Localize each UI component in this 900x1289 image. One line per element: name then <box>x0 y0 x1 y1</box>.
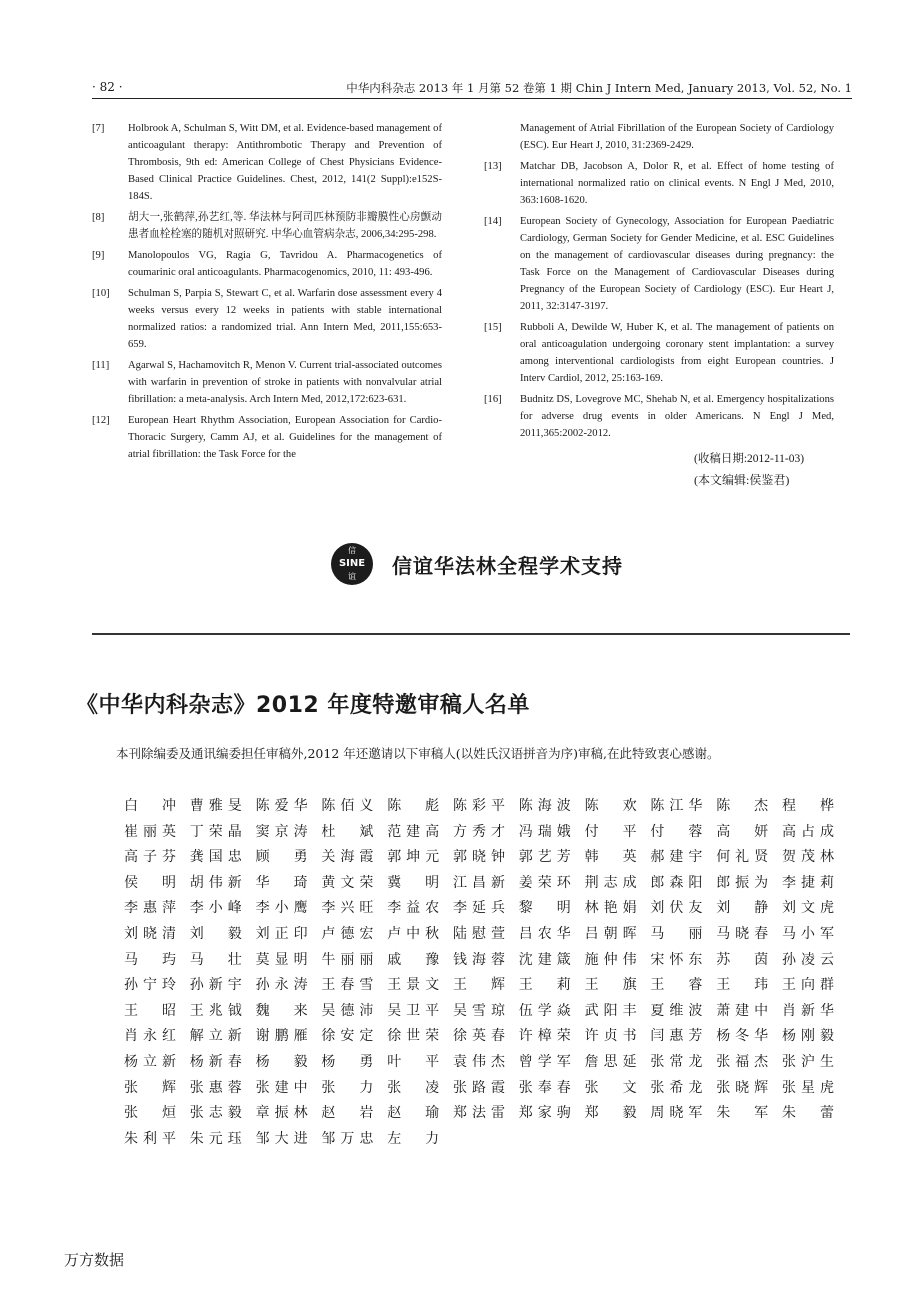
reviewer-name: 刘晓清 <box>124 925 176 942</box>
reviewer-name: 何礼贤 <box>716 849 769 866</box>
reviewer-name: 关海霞 <box>321 849 374 866</box>
reference-text: Matchar DB, Jacobson A, Dolor R, et al. Effect of home testing of international normalized ratio on clinical events. N Engl J Med, 2010, 363:1608-1620. <box>520 161 834 206</box>
reference-item <box>484 391 834 442</box>
reviewer-name: 曹雅旻 <box>189 798 242 814</box>
reviewer-name: 李延兵 <box>453 900 505 917</box>
reviewer-name: 李小鹰 <box>255 900 308 917</box>
reference-number: [12] <box>92 415 110 426</box>
reviewer-row <box>124 1026 844 1052</box>
reviewer-name: 张奉春 <box>518 1079 571 1096</box>
reviewer-name: 王旗 <box>584 977 637 994</box>
reference-number: [11] <box>92 360 110 371</box>
reviewer-name: 侯明 <box>124 874 176 891</box>
reviewer-name: 马晓春 <box>716 925 769 942</box>
reviewer-row <box>124 1001 844 1027</box>
reviewer-name: 王兆钺 <box>189 1002 242 1019</box>
reviewer-name: 肖永红 <box>124 1028 176 1045</box>
reviewer-name: 朱军 <box>716 1105 769 1122</box>
reviewer-name: 朱利平 <box>124 1130 176 1147</box>
reviewer-name: 施仲伟 <box>584 951 637 968</box>
reviewer-name: 章振林 <box>255 1105 308 1122</box>
reference-number: [10] <box>92 288 110 299</box>
footer-brand: 万方数据 <box>64 1251 125 1269</box>
reviewer-name: 陈彩平 <box>453 798 505 814</box>
reviewer-name: 李惠萍 <box>124 900 176 917</box>
reviewer-name: 莫显明 <box>255 951 308 968</box>
reviewer-name: 方秀才 <box>453 823 505 840</box>
reviewer-name: 白冲 <box>124 798 176 814</box>
reviewer-name: 吴雪琼 <box>453 1002 505 1019</box>
reviewer-name: 王向群 <box>782 977 834 994</box>
reference-text: Manolopoulos VG, Ragia G, Tavridou A. Pharmacogenetics of coumarinic oral anticoagulants. Pharmacogenomics, 2010, 11: 493-496. <box>128 250 442 278</box>
reviewer-name: 郭晓钟 <box>453 849 505 866</box>
reviewer-name: 崔丽英 <box>124 823 176 840</box>
reviewer-name: 宋怀东 <box>650 951 703 968</box>
reviewer-row <box>124 950 844 976</box>
logo-top-char: 信 <box>348 546 356 555</box>
reviewer-name: 龚国忠 <box>189 849 242 866</box>
section-divider <box>92 633 850 635</box>
reviewer-name: 叶平 <box>387 1053 440 1070</box>
page-number: · 82 · <box>92 80 123 94</box>
reviewer-name: 李小峰 <box>189 900 242 917</box>
reviewer-name: 马壮 <box>189 951 242 968</box>
reviewer-row <box>124 1078 844 1104</box>
reviewer-name: 张惠蓉 <box>189 1079 242 1096</box>
reviewer-name: 陆慰萱 <box>453 925 505 942</box>
reviewer-name: 郎振为 <box>716 874 769 891</box>
reviewer-name: 付平 <box>584 823 637 840</box>
reviewer-name: 郑家驹 <box>518 1105 571 1122</box>
reviewer-name: 窦京涛 <box>255 823 308 840</box>
reference-text: Budnitz DS, Lovegrove MC, Shehab N, et al. Emergency hospitalizations for adverse drug events in older Americans. N Engl J Med, 2011,365:2002-2012. <box>520 394 834 439</box>
reviewer-name: 朱元珏 <box>189 1130 242 1147</box>
reviewer-name: 王景文 <box>387 977 440 994</box>
reviewer-name: 江昌新 <box>453 874 505 891</box>
reviewer-name: 马小军 <box>782 925 834 942</box>
reference-item <box>92 120 442 205</box>
reviewer-row <box>124 924 844 950</box>
reviewer-name: 萧建中 <box>716 1002 769 1019</box>
reviewer-name: 王睿 <box>650 977 703 994</box>
reviewer-row <box>124 898 844 924</box>
reviewer-name: 杨冬华 <box>716 1028 769 1045</box>
reviewer-name: 卢德宏 <box>321 925 374 942</box>
reviewer-name: 陈佰义 <box>321 798 374 814</box>
reference-item <box>92 247 442 281</box>
reviewer-name: 华琦 <box>255 874 308 891</box>
reviewer-row <box>124 873 844 899</box>
reviewer-name: 陈彪 <box>387 798 440 814</box>
reference-number: [7] <box>92 123 105 134</box>
reference-text: 胡大一,张鹤萍,孙艺红,等. 华法林与阿司匹林预防非瓣膜性心房颤动患者血栓栓塞的随机对照研究. 中华心血管病杂志, 2006,34:295-298. <box>128 212 442 240</box>
reviewer-name: 刘正印 <box>255 925 308 942</box>
reviewer-name: 徐世荣 <box>387 1028 440 1045</box>
reviewer-name: 黎明 <box>518 900 571 917</box>
reviewer-name-grid <box>124 796 844 1154</box>
reference-item <box>484 158 834 209</box>
reviewer-name: 苏茵 <box>716 951 769 968</box>
reviewer-row <box>124 975 844 1001</box>
reviewer-name: 孙凌云 <box>782 951 834 968</box>
reference-text: Management of Atrial Fibrillation of the European Society of Cardiology (ESC). Eur Heart J, 2010, 31:2369-2429. <box>520 123 834 151</box>
reviewer-name: 袁伟杰 <box>453 1053 505 1070</box>
reviewer-name: 张晓辉 <box>716 1079 769 1096</box>
reference-item <box>484 319 834 387</box>
reviewer-name: 林艳娟 <box>584 900 637 917</box>
reviewer-name: 程桦 <box>782 798 834 814</box>
reviewer-name: 张辉 <box>124 1079 176 1096</box>
reviewer-name: 刘静 <box>716 900 769 917</box>
reviewer-name: 钱海蓉 <box>453 951 505 968</box>
reference-number: [14] <box>484 216 502 227</box>
reviewer-name: 郭坤元 <box>387 849 440 866</box>
reviewer-name: 郑法雷 <box>453 1105 505 1122</box>
reviewer-row <box>124 847 844 873</box>
reviewer-name: 刘文虎 <box>782 900 834 917</box>
reviewer-name: 朱蕾 <box>782 1105 834 1122</box>
reviewer-name: 王莉 <box>518 977 571 994</box>
reference-text: Agarwal S, Hachamovitch R, Menon V. Current trial-associated outcomes with warfarin in prevention of stroke in patients with nonvalvular atrial fibrillation: a meta-analysis. Arch Intern Med, 2012,172:623-631. <box>128 360 442 405</box>
reviewer-name: 夏维波 <box>650 1002 703 1019</box>
reviewer-name: 姜荣环 <box>518 874 571 891</box>
reference-item <box>484 120 834 154</box>
reviewer-name: 张希龙 <box>650 1079 703 1096</box>
reviewer-name: 张文 <box>584 1079 637 1096</box>
reviewer-name: 马玙 <box>124 951 176 968</box>
reviewer-name: 高子芬 <box>124 849 176 866</box>
reference-item <box>484 213 834 315</box>
sponsor-banner-text: 信谊华法林全程学术支持 <box>392 554 623 578</box>
reviewer-name: 邹大进 <box>255 1130 308 1147</box>
reviewer-name: 郎森阳 <box>650 874 703 891</box>
reviewer-name: 吕朝晖 <box>584 925 637 942</box>
reviewer-name: 张凌 <box>387 1079 440 1096</box>
reviewer-name: 郝建宇 <box>650 849 703 866</box>
reference-item <box>92 357 442 408</box>
reviewer-row <box>124 796 844 822</box>
reviewer-name: 王春雪 <box>321 977 374 994</box>
reviewer-name: 杨新春 <box>189 1053 242 1070</box>
sine-logo <box>331 543 373 585</box>
reviewer-name: 曾学军 <box>518 1053 571 1070</box>
reviewer-name: 杨毅 <box>255 1053 308 1070</box>
reference-item <box>92 209 442 243</box>
reference-text: European Heart Rhythm Association, European Association for Cardio-Thoracic Surgery, Camm AJ, et al. Guidelines for the management of atrial fibrillation: the Task Force for the <box>128 415 442 460</box>
reviewer-name: 孙新宇 <box>189 977 242 994</box>
reviewer-name: 谢鹏雁 <box>255 1028 308 1045</box>
reviewer-name: 吴德沛 <box>321 1002 374 1019</box>
reference-item <box>92 285 442 353</box>
reviewer-name: 孙宁玲 <box>124 977 176 994</box>
reviewer-name: 闫惠芳 <box>650 1028 703 1045</box>
reviewer-name: 张常龙 <box>650 1053 703 1070</box>
reviewer-name: 付蓉 <box>650 823 703 840</box>
reviewer-name: 左力 <box>387 1130 440 1147</box>
reviewer-name: 王玮 <box>716 977 769 994</box>
reviewer-name: 张路霞 <box>453 1079 505 1096</box>
reviewer-name: 詹思延 <box>584 1053 637 1070</box>
reviewer-name: 贺茂林 <box>782 849 834 866</box>
reviewer-name: 丁荣晶 <box>189 823 242 840</box>
reviewer-name: 王昭 <box>124 1002 176 1019</box>
reviewer-name: 孙永涛 <box>255 977 308 994</box>
article-editor: (本文编辑:侯鉴君) <box>694 473 790 487</box>
references-left-column <box>92 120 442 467</box>
reviewer-name: 解立新 <box>189 1028 242 1045</box>
reviewer-name: 张星虎 <box>782 1079 834 1096</box>
reviewer-name: 戚豫 <box>387 951 440 968</box>
header-rule <box>92 98 852 99</box>
logo-mid-text: SINE <box>338 558 366 569</box>
received-date: (收稿日期:2012-11-03) <box>694 453 805 465</box>
reviewer-name: 陈爱华 <box>255 798 308 814</box>
reviewer-name: 冀明 <box>387 874 440 891</box>
reviewer-name: 许贞书 <box>584 1028 637 1045</box>
reviewer-name: 高占成 <box>782 823 834 840</box>
journal-citation-line: 中华内科杂志 2013 年 1 月第 52 卷第 1 期 Chin J Intern Med, January 2013, Vol. 52, No. 1 <box>346 81 852 95</box>
reviewer-name: 顾勇 <box>255 849 308 866</box>
reviewer-name: 吴卫平 <box>387 1002 440 1019</box>
reviewer-name: 张福杰 <box>716 1053 769 1070</box>
reviewer-name: 张志毅 <box>189 1105 242 1122</box>
section-title: 《中华内科杂志》2012 年度特邀审稿人名单 <box>76 693 530 718</box>
reviewer-name: 吕农华 <box>518 925 571 942</box>
reviewer-name: 胡伟新 <box>189 874 242 891</box>
reviewer-name: 马丽 <box>650 925 703 942</box>
reviewer-name: 张沪生 <box>782 1053 834 1070</box>
reviewer-name: 王辉 <box>453 977 505 994</box>
reviewer-name: 张建中 <box>255 1079 308 1096</box>
reviewer-name: 陈海波 <box>518 798 571 814</box>
reviewer-name: 韩英 <box>584 849 637 866</box>
reference-text: European Society of Gynecology, Association for European Paediatric Cardiology, German Society for Gender Medicine, et al. ESC Guidelines on the management of cardiovascular diseases during pregnancy: the Task Force on the Management of Cardiovascular Diseases during Pregnancy of the European Society of Cardiology (ESC). Eur Heart J, 2011, 32:3147-3197. <box>520 216 834 312</box>
reviewer-name: 李捷莉 <box>782 874 834 891</box>
reviewer-row <box>124 1129 844 1155</box>
references-right-column <box>484 120 834 446</box>
reviewer-name: 杜斌 <box>321 823 374 840</box>
reviewer-name: 徐安定 <box>321 1028 374 1045</box>
reviewer-name: 杨刚毅 <box>782 1028 834 1045</box>
reviewer-name: 许樟荣 <box>518 1028 571 1045</box>
reviewer-name: 肖新华 <box>782 1002 834 1019</box>
reference-number: [13] <box>484 161 502 172</box>
reviewer-name: 张力 <box>321 1079 374 1096</box>
reviewer-name: 杨立新 <box>124 1053 176 1070</box>
reviewer-name: 徐英春 <box>453 1028 505 1045</box>
reviewer-name: 张烜 <box>124 1105 176 1122</box>
reference-number: [15] <box>484 322 502 333</box>
reviewer-row <box>124 1103 844 1129</box>
reviewer-name: 郑毅 <box>584 1105 637 1122</box>
reviewer-name: 范建高 <box>387 823 440 840</box>
reference-text: Schulman S, Parpia S, Stewart C, et al. Warfarin dose assessment every 4 weeks versus every 12 weeks in patients with stable international normalized ratios: a randomized trial. Ann Intern Med, 2011,155:653-659. <box>128 288 442 350</box>
reviewer-name: 陈江华 <box>650 798 703 814</box>
reviewer-name: 李益农 <box>387 900 440 917</box>
reviewer-name: 邹万忠 <box>321 1130 374 1147</box>
reviewer-name: 郭艺芳 <box>518 849 571 866</box>
reviewer-name: 黄文荣 <box>321 874 374 891</box>
reviewer-name: 高妍 <box>716 823 769 840</box>
reviewer-name: 赵瑜 <box>387 1105 440 1122</box>
reviewer-name: 陈欢 <box>584 798 637 814</box>
reviewer-name: 刘伏友 <box>650 900 703 917</box>
reviewer-name: 牛丽丽 <box>321 951 374 968</box>
reviewer-name: 赵岩 <box>321 1105 374 1122</box>
logo-bottom-char: 谊 <box>348 572 356 581</box>
reviewer-name: 陈杰 <box>716 798 769 814</box>
reviewer-name: 周晓军 <box>650 1105 703 1122</box>
reviewer-name: 武阳丰 <box>584 1002 637 1019</box>
reviewer-name: 冯瑞娥 <box>518 823 571 840</box>
reviewer-name: 沈建箴 <box>518 951 571 968</box>
reviewer-row <box>124 822 844 848</box>
section-intro: 本刊除编委及通讯编委担任审稿外,2012 年还邀请以下审稿人(以姓氏汉语拼音为序)审稿,在此特致衷心感谢。 <box>116 746 720 761</box>
page-header <box>92 78 852 100</box>
reviewer-row <box>124 1052 844 1078</box>
reference-item <box>92 412 442 463</box>
reviewer-name: 荆志成 <box>584 874 637 891</box>
reviewer-name: 魏来 <box>255 1002 308 1019</box>
reviewer-name: 刘毅 <box>189 925 242 942</box>
reference-text: Rubboli A, Dewilde W, Huber K, et al. The management of patients on oral anticoagulation undergoing coronary stent implantation: a survey among interventional cardiologists from eight European countries. J Interv Cardiol, 2012, 25:163-169. <box>520 322 834 384</box>
reviewer-name: 李兴旺 <box>321 900 374 917</box>
reference-number: [9] <box>92 250 105 261</box>
reference-text: Holbrook A, Schulman S, Witt DM, et al. Evidence-based management of anticoagulant therapy: Antithrombotic Therapy and Prevention of Thrombosis, 9th ed: American College of Chest Physicians Evidence-Based Clinical Practice Guidelines. Chest, 2012, 141(2 Suppl):e152S-184S. <box>128 123 442 202</box>
reviewer-name: 杨勇 <box>321 1053 374 1070</box>
reference-number: [16] <box>484 394 502 405</box>
reviewer-name: 卢中秋 <box>387 925 440 942</box>
reviewer-name: 伍学焱 <box>518 1002 571 1019</box>
reference-number: [8] <box>92 212 105 223</box>
